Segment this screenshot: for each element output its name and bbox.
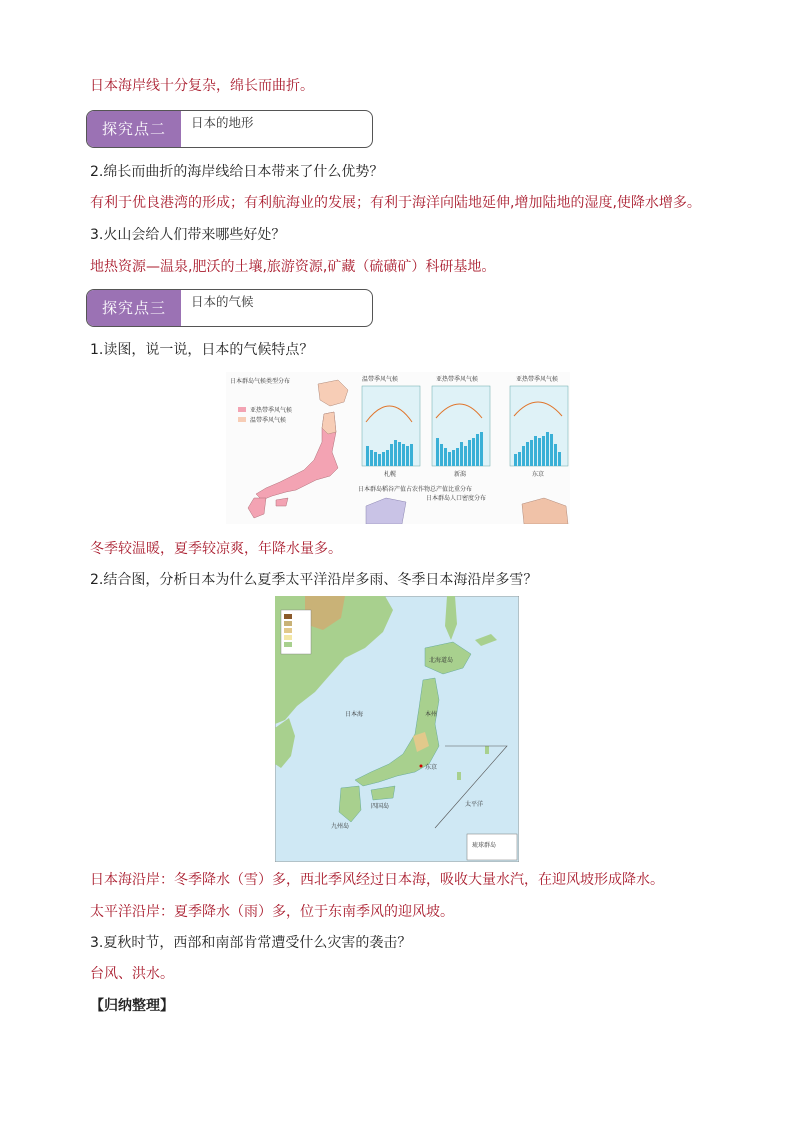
- section-title: 日本的气候: [191, 294, 254, 309]
- tokyo-label: 东京: [425, 764, 438, 771]
- honshu-label: 本州: [425, 711, 438, 718]
- question-precipitation: 2.结合图，分析日本为什么夏季太平洋沿岸多雨、冬季日本海沿岸多雪？: [90, 572, 538, 588]
- answer-volcano: 地热资源—温泉,肥沃的土壤,旅游资源,矿藏（硫磺矿）科研基地。: [90, 259, 496, 275]
- section-title: 日本的地形: [191, 115, 254, 130]
- answer-coast-advantage: 有利于优良港湾的形成；有利航海业的发展；有利于海洋向陆地延伸,增加陆地的湿度,使降水增多。: [90, 195, 701, 211]
- section-tag: 探究点三: [87, 290, 181, 326]
- line-coastline: 日本海岸线十分复杂，绵长而曲折。: [90, 78, 314, 94]
- shikoku-label: 四国岛: [371, 803, 390, 810]
- map-title: 日本群岛气候类型分布: [230, 378, 291, 385]
- climate-figure: [226, 372, 570, 524]
- hokkaido-label: 北海道岛: [429, 657, 454, 664]
- climate-chart-2: [432, 375, 490, 478]
- chart-city: 东京: [532, 471, 545, 478]
- sea-of-japan-label: 日本海: [345, 711, 364, 718]
- rice-map-title: 日本群岛稻谷产值占农作物总产值比重分布: [358, 486, 473, 493]
- pacific-label: 太平洋: [465, 801, 484, 808]
- climate-chart-3: [510, 375, 568, 478]
- ryukyu-label: 琉球群岛: [472, 842, 497, 849]
- chart-title: 亚热带季风气候: [436, 376, 479, 383]
- chart-title: 亚热带季风气候: [516, 376, 559, 383]
- summary-heading: 【归纳整理】: [90, 998, 174, 1014]
- answer-pacific-coast: 太平洋沿岸：夏季降水（雨）多，位于东南季风的迎风坡。: [90, 904, 454, 920]
- japan-topographic-map: [275, 596, 519, 862]
- question-climate: 1.读图，说一说，日本的气候特点？: [90, 342, 314, 358]
- section-header-2: [86, 110, 373, 148]
- chart-city: 札幌: [384, 471, 397, 478]
- section-tag: 探究点二: [87, 111, 181, 147]
- answer-climate: 冬季较温暖，夏季较凉爽，年降水量多。: [90, 541, 342, 557]
- legend-subtropical: 亚热带季风气候: [250, 407, 293, 414]
- climate-chart-1: [362, 375, 420, 478]
- question-disasters: 3.夏秋时节，西部和南部肯常遭受什么灾害的袭击？: [90, 935, 412, 951]
- population-map-title: 日本群岛人口密度分布: [426, 495, 487, 502]
- chart-title: 温带季风气候: [362, 376, 399, 383]
- chart-city: 新潟: [454, 471, 467, 478]
- answer-disasters: 台风、洪水。: [90, 966, 174, 982]
- question-coast-advantage: 2.绵长而曲折的海岸线给日本带来了什么优势？: [90, 164, 384, 180]
- question-volcano: 3.火山会给人们带来哪些好处？: [90, 227, 286, 243]
- legend-temperate: 温带季风气候: [250, 417, 287, 424]
- kyushu-label: 九州岛: [331, 823, 350, 830]
- answer-sea-of-japan-coast: 日本海沿岸：冬季降水（雪）多，西北季风经过日本海，吸收大量水汽，在迎风坡形成降水。: [90, 872, 664, 888]
- section-header-3: [86, 289, 373, 327]
